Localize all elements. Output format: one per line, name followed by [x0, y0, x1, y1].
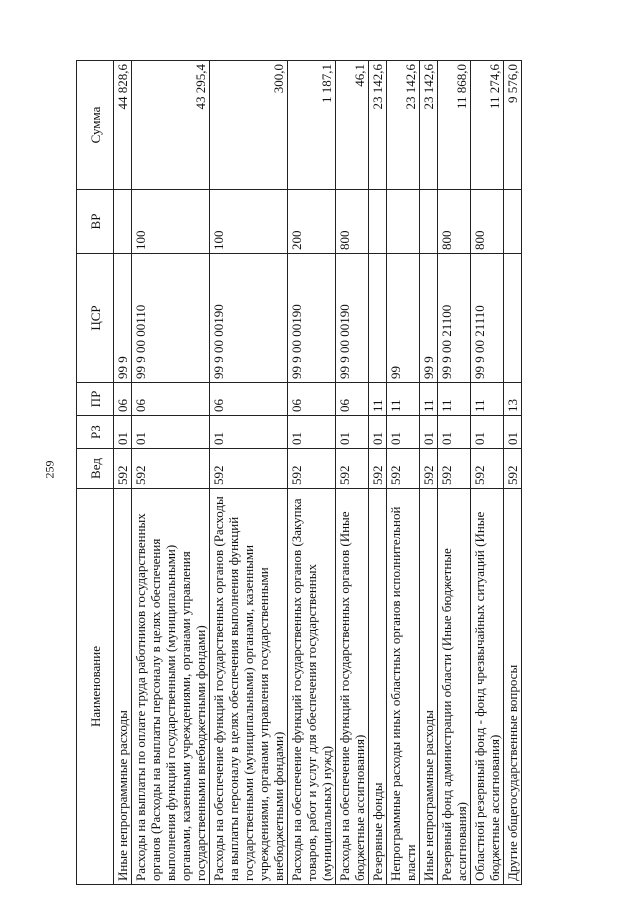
- cell-vr: 200: [288, 190, 336, 254]
- cell-ved: 592: [288, 449, 336, 489]
- cell-rz: 01: [504, 416, 522, 449]
- header-row: [77, 61, 114, 885]
- cell-sum: 11 868,0: [438, 61, 471, 190]
- cell-name: Иные непрограммные расходы: [420, 489, 438, 885]
- cell-sum: 1 187,1: [288, 61, 336, 190]
- cell-ved: 592: [438, 449, 471, 489]
- cell-csr: 99 9: [114, 254, 132, 383]
- cell-name: Непрограммные расходы иных областных органов исполнительной власти: [387, 489, 420, 885]
- header-rz: РЗ: [77, 416, 114, 449]
- cell-sum: 11 274,6: [471, 61, 504, 190]
- cell-name: Резервный фонд администрации области (Иные бюджетные ассигнования): [438, 489, 471, 885]
- cell-csr: 99 9 00 00190: [336, 254, 369, 383]
- cell-rz: 01: [438, 416, 471, 449]
- table-row: [288, 61, 336, 885]
- cell-csr: 99: [387, 254, 420, 383]
- cell-name: Резервные фонды: [369, 489, 387, 885]
- cell-vr: 800: [471, 190, 504, 254]
- cell-ved: 592: [336, 449, 369, 489]
- cell-vr: [114, 190, 132, 254]
- cell-rz: 01: [114, 416, 132, 449]
- header-pr: ПР: [77, 383, 114, 416]
- cell-csr: 99 9 00 21100: [438, 254, 471, 383]
- cell-csr: 99 9: [420, 254, 438, 383]
- cell-name: Расходы на обеспечение функций государственных органов (Расходы на выплаты персоналу в целях обеспечения выполнения функций государственными (муниципальными) органами, казенными учреждениями, органами управления государственными внебюджетными фондами): [210, 489, 288, 885]
- table-row: [438, 61, 471, 885]
- table-row: [114, 61, 132, 885]
- cell-pr: 13: [504, 383, 522, 416]
- cell-csr: 99 9 00 00110: [132, 254, 210, 383]
- cell-rz: 01: [288, 416, 336, 449]
- cell-pr: 11: [471, 383, 504, 416]
- cell-name: Областной резервный фонд - фонд чрезвычайных ситуаций (Иные бюджетные ассигнования): [471, 489, 504, 885]
- cell-name: Расходы на обеспечение функций государственных органов (Иные бюджетные ассигнования): [336, 489, 369, 885]
- cell-sum: 23 142,6: [387, 61, 420, 190]
- cell-name: Расходы на обеспечение функций государственных органов (Закупка товаров, работ и услуг для обеспечения государственных (муниципальных) нужд): [288, 489, 336, 885]
- cell-csr: [504, 254, 522, 383]
- cell-rz: 01: [132, 416, 210, 449]
- cell-rz: 01: [420, 416, 438, 449]
- cell-csr: 99 9 00 00190: [210, 254, 288, 383]
- table-row: [471, 61, 504, 885]
- cell-pr: 06: [288, 383, 336, 416]
- cell-sum: 23 142,6: [369, 61, 387, 190]
- cell-pr: 06: [336, 383, 369, 416]
- cell-sum: 44 828,6: [114, 61, 132, 190]
- cell-name: Расходы на выплаты по оплате труда работников государственных органов (Расходы на выплаты персоналу в целях обеспечения выполнения функций государственными (муниципальными) органами, казенными учреждениями, органами управления государственными внебюджетными фондами): [132, 489, 210, 885]
- cell-vr: 800: [438, 190, 471, 254]
- cell-ved: 592: [420, 449, 438, 489]
- cell-ved: 592: [114, 449, 132, 489]
- table-row: [336, 61, 369, 885]
- header-sum: Сумма: [77, 61, 114, 190]
- cell-ved: 592: [504, 449, 522, 489]
- cell-name: Иные непрограммные расходы: [114, 489, 132, 885]
- table-row: [387, 61, 420, 885]
- cell-csr: 99 9 00 21110: [471, 254, 504, 383]
- cell-rz: 01: [387, 416, 420, 449]
- cell-rz: 01: [336, 416, 369, 449]
- header-name: Наименование: [77, 489, 114, 885]
- cell-ved: 592: [387, 449, 420, 489]
- cell-pr: 06: [210, 383, 288, 416]
- table-row: [210, 61, 288, 885]
- cell-rz: 01: [210, 416, 288, 449]
- cell-rz: 01: [471, 416, 504, 449]
- budget-table: [76, 60, 522, 885]
- budget-table-rotated: [76, 61, 612, 885]
- cell-vr: 100: [210, 190, 288, 254]
- cell-ved: 592: [210, 449, 288, 489]
- cell-sum: 9 576,0: [504, 61, 522, 190]
- table-row: [369, 61, 387, 885]
- cell-vr: [504, 190, 522, 254]
- cell-sum: 300,0: [210, 61, 288, 190]
- cell-ved: 592: [132, 449, 210, 489]
- cell-rz: 01: [369, 416, 387, 449]
- cell-sum: 43 295,4: [132, 61, 210, 190]
- cell-vr: [387, 190, 420, 254]
- cell-ved: 592: [369, 449, 387, 489]
- cell-pr: 11: [369, 383, 387, 416]
- cell-pr: 11: [387, 383, 420, 416]
- cell-csr: [369, 254, 387, 383]
- cell-csr: 99 9 00 00190: [288, 254, 336, 383]
- header-vr: ВР: [77, 190, 114, 254]
- cell-vr: [420, 190, 438, 254]
- header-ved: Вед: [77, 449, 114, 489]
- cell-sum: 46,1: [336, 61, 369, 190]
- cell-pr: 11: [420, 383, 438, 416]
- cell-vr: 100: [132, 190, 210, 254]
- cell-vr: [369, 190, 387, 254]
- cell-vr: 800: [336, 190, 369, 254]
- cell-pr: 11: [438, 383, 471, 416]
- page-number: 259: [42, 460, 57, 479]
- header-csr: ЦСР: [77, 254, 114, 383]
- cell-pr: 06: [114, 383, 132, 416]
- cell-name: Другие общегосударственные вопросы: [504, 489, 522, 885]
- table-row: [420, 61, 438, 885]
- table-row: [504, 61, 522, 885]
- cell-sum: 23 142,6: [420, 61, 438, 190]
- cell-ved: 592: [471, 449, 504, 489]
- table-row: [132, 61, 210, 885]
- cell-pr: 06: [132, 383, 210, 416]
